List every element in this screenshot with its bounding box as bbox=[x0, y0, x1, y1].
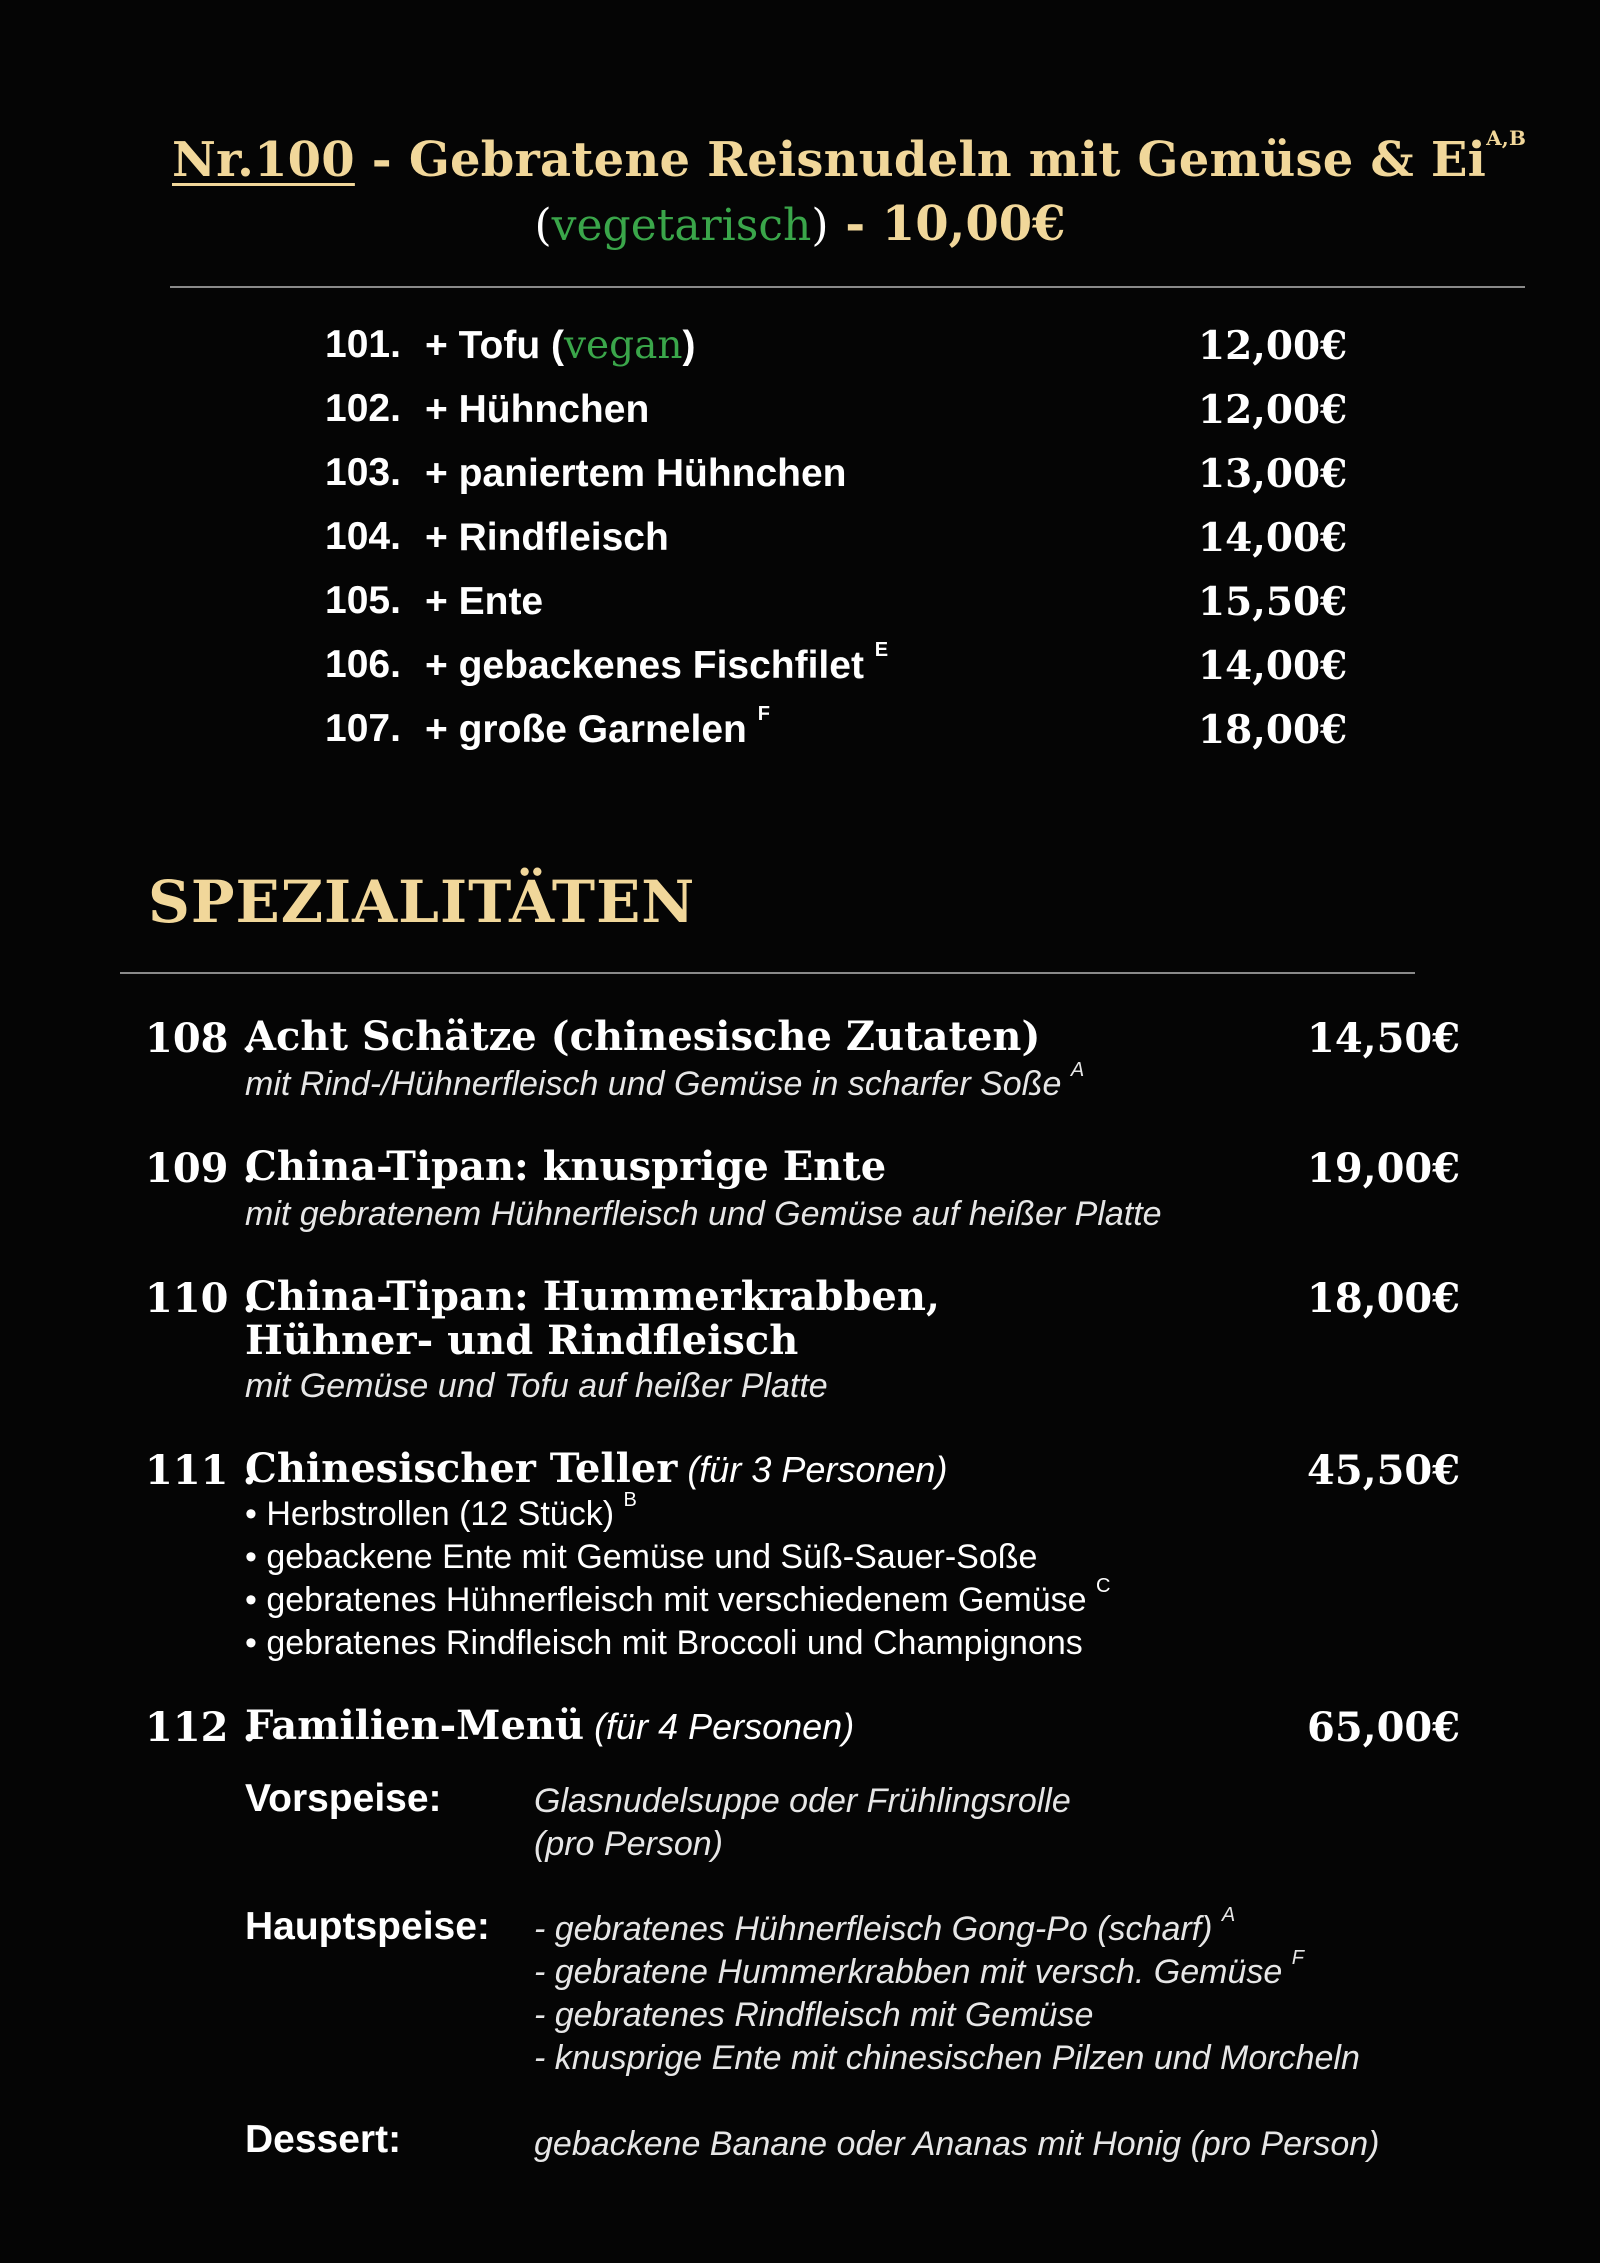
title-note: (für 4 Personen) bbox=[584, 1706, 855, 1747]
extra-option bbox=[325, 451, 1348, 511]
extra-option bbox=[325, 579, 1348, 639]
item-number: 110 . bbox=[145, 1275, 257, 1322]
extra-price: 18,00€ bbox=[1198, 707, 1348, 753]
extra-number: 107. bbox=[325, 707, 401, 750]
dessert-text: gebackene Banane oder Ananas mit Honig (pro Person) bbox=[534, 2125, 1380, 2163]
extra-name-text: + Hühnchen bbox=[425, 388, 650, 431]
dish-100-name: Gebratene Reisnudeln mit Gemüse & Ei bbox=[408, 132, 1487, 188]
allergen-mark: B bbox=[623, 1489, 637, 1511]
dish-100-title bbox=[172, 126, 1532, 188]
main-course-text: - knusprige Ente mit chinesischen Pilzen und Morcheln bbox=[534, 2039, 1360, 2077]
allergen-mark: A bbox=[1221, 1904, 1236, 1926]
item-number: 112 . bbox=[145, 1704, 257, 1751]
bullet-text: • Herbstrollen (12 Stück) bbox=[245, 1495, 615, 1533]
item-price: 65,00€ bbox=[1307, 1704, 1461, 1751]
extra-name-text: + paniertem Hühnchen bbox=[425, 452, 847, 495]
paren-open: ( bbox=[534, 200, 552, 251]
description-text: mit Rind-/Hühnerfleisch und Gemüse in scharfer Soße bbox=[245, 1065, 1062, 1103]
extra-name bbox=[425, 387, 649, 432]
starter-line: Glasnudelsuppe oder Frühlingsrolle bbox=[534, 1782, 1071, 1820]
main-course-text: - gebratene Hummerkrabben mit versch. Gemüse bbox=[534, 1953, 1283, 1991]
starter-label: Vorspeise: bbox=[245, 1777, 442, 1820]
extra-name-text: + gebackenes Fischfilet bbox=[425, 644, 864, 687]
item-title bbox=[245, 1447, 947, 1492]
dish-100-allergens: A,B bbox=[1486, 126, 1527, 150]
extra-name-text: + Rindfleisch bbox=[425, 516, 669, 559]
bullet-item bbox=[245, 1624, 1083, 1663]
extra-name bbox=[425, 579, 543, 624]
extra-price: 12,00€ bbox=[1198, 323, 1348, 369]
extra-name bbox=[425, 703, 770, 752]
main-course-line bbox=[534, 1904, 1236, 1949]
extra-option bbox=[325, 703, 1348, 767]
divider bbox=[170, 286, 1525, 288]
starter-line: (pro Person) bbox=[534, 1825, 723, 1863]
dish-100-number: Nr.100 bbox=[172, 132, 355, 188]
extra-option bbox=[325, 515, 1348, 575]
dessert-label: Dessert: bbox=[245, 2118, 402, 2161]
item-number: 111 . bbox=[145, 1447, 257, 1494]
item-description bbox=[245, 1059, 1085, 1104]
menu-item-109 bbox=[145, 1145, 1475, 1245]
extra-number: 101. bbox=[325, 323, 401, 366]
bullet-text: • gebratenes Hühnerfleisch mit verschiedenem Gemüse bbox=[245, 1581, 1087, 1619]
bullet-item bbox=[245, 1489, 637, 1534]
item-price: 19,00€ bbox=[1307, 1145, 1461, 1192]
item-price: 45,50€ bbox=[1307, 1447, 1461, 1494]
menu-item-112 bbox=[145, 1704, 1475, 1764]
extra-number: 102. bbox=[325, 387, 401, 430]
item-title: China-Tipan: knusprige Ente bbox=[245, 1143, 887, 1190]
item-title bbox=[245, 1704, 854, 1749]
menu-item-110 bbox=[145, 1275, 1475, 1415]
extra-option bbox=[325, 323, 1348, 383]
allergen-mark: F bbox=[1291, 1947, 1304, 1969]
extra-price: 14,00€ bbox=[1198, 515, 1348, 561]
allergen-mark: E bbox=[874, 639, 889, 661]
item-title bbox=[245, 1275, 940, 1363]
extra-number: 103. bbox=[325, 451, 401, 494]
extra-name bbox=[425, 323, 695, 368]
allergen-mark: F bbox=[757, 703, 770, 725]
menu-item-111 bbox=[145, 1447, 1475, 1667]
item-description: mit gebratenem Hühnerfleisch und Gemüse auf heißer Platte bbox=[245, 1195, 1162, 1233]
item-price: 18,00€ bbox=[1307, 1275, 1461, 1322]
main-course-line bbox=[534, 2039, 1360, 2078]
extra-option bbox=[325, 639, 1348, 703]
allergen-mark: A bbox=[1070, 1059, 1085, 1081]
dish-100-price: - 10,00€ bbox=[828, 196, 1066, 252]
extra-number: 105. bbox=[325, 579, 401, 622]
main-course-line bbox=[534, 1996, 1093, 2035]
title-text: Familien-Menü bbox=[245, 1702, 585, 1749]
main-course-text: - gebratenes Rindfleisch mit Gemüse bbox=[534, 1996, 1094, 2034]
extra-price: 15,50€ bbox=[1198, 579, 1348, 625]
item-title: Acht Schätze (chinesische Zutaten) bbox=[245, 1013, 1041, 1060]
paren-close: ) bbox=[811, 200, 829, 251]
vegan-label: vegan bbox=[564, 323, 683, 368]
extra-option bbox=[325, 387, 1348, 447]
main-course-line bbox=[534, 1947, 1304, 1992]
main-course-text: - gebratenes Hühnerfleisch Gong-Po (scharf) bbox=[534, 1910, 1213, 1948]
extra-name-text: + Ente bbox=[425, 580, 544, 623]
extra-name-text: + große Garnelen bbox=[425, 708, 747, 751]
dish-100-subtitle bbox=[0, 196, 1600, 252]
section-divider bbox=[120, 972, 1415, 974]
bullet-item bbox=[245, 1538, 1037, 1577]
section-title: SPEZIALITÄTEN bbox=[148, 868, 696, 936]
extra-price: 14,00€ bbox=[1198, 643, 1348, 689]
allergen-mark: C bbox=[1096, 1575, 1111, 1597]
main-course-label: Hauptspeise: bbox=[245, 1905, 490, 1948]
extra-price: 13,00€ bbox=[1198, 451, 1348, 497]
bullet-text: • gebratenes Rindfleisch mit Broccoli und Champignons bbox=[245, 1624, 1083, 1662]
extra-number: 104. bbox=[325, 515, 401, 558]
item-number: 109 . bbox=[145, 1145, 257, 1192]
extra-name bbox=[425, 639, 889, 688]
title-line-2: Hühner- und Rindfleisch bbox=[245, 1317, 799, 1364]
item-number: 108 . bbox=[145, 1015, 257, 1062]
title-line-1: China-Tipan: Hummerkrabben, bbox=[245, 1273, 940, 1320]
title-note: (für 3 Personen) bbox=[677, 1449, 948, 1490]
item-price: 14,50€ bbox=[1307, 1015, 1461, 1062]
title-text: Chinesischer Teller bbox=[245, 1445, 678, 1492]
extra-name bbox=[425, 515, 669, 560]
bullet-text: • gebackene Ente mit Gemüse und Süß-Sauer-Soße bbox=[245, 1538, 1038, 1576]
extra-price: 12,00€ bbox=[1198, 387, 1348, 433]
extra-name bbox=[425, 451, 847, 496]
dish-100-dash: - bbox=[354, 132, 409, 188]
menu-item-108 bbox=[145, 1015, 1475, 1115]
vegetarian-label: vegetarisch bbox=[551, 200, 812, 251]
extra-number: 106. bbox=[325, 643, 401, 686]
extra-name-suffix: ) bbox=[682, 324, 696, 367]
bullet-item bbox=[245, 1575, 1111, 1620]
extra-name-text: + Tofu ( bbox=[425, 324, 564, 367]
item-description: mit Gemüse und Tofu auf heißer Platte bbox=[245, 1367, 828, 1405]
